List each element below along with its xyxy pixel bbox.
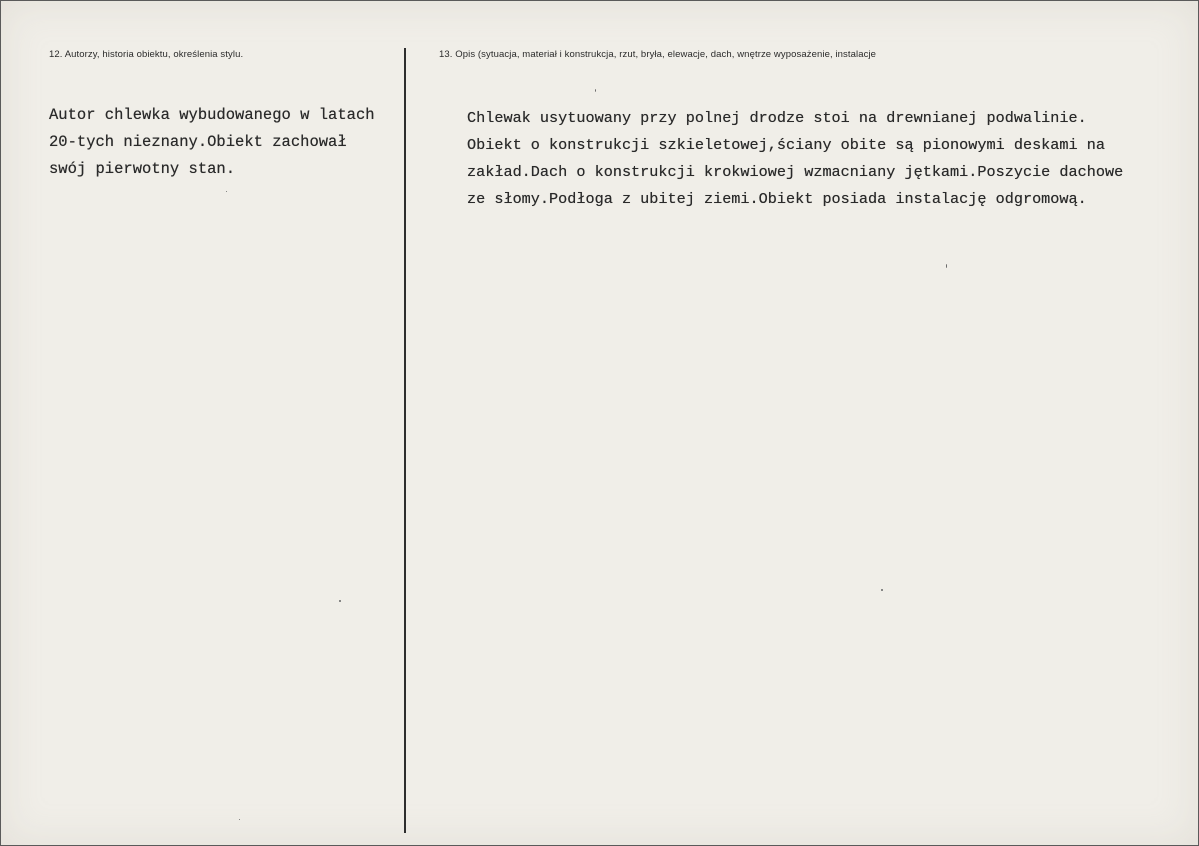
section-12 (1, 1, 405, 845)
text-line: swój pierwotny stan. (49, 160, 236, 178)
section-13-text (467, 105, 1123, 213)
paper-speck (881, 589, 883, 591)
section-13-heading: 13. Opis (sytuacja, materiał i konstrukcja, rzut, bryła, elewacje, dach, wnętrze wyposażenie, instalacje (439, 49, 877, 60)
paper-speck (339, 600, 341, 602)
text-line: Autor chlewka wybudowanego w latach (49, 106, 375, 124)
paper-speck (595, 89, 596, 92)
column-divider (404, 48, 406, 833)
text-line: 20-tych nieznany.Obiekt zachował (49, 133, 347, 151)
section-13 (407, 1, 1197, 845)
paper-speck (226, 191, 227, 192)
paper-speck (239, 819, 240, 820)
text-line: ze słomy.Podłoga z ubitej ziemi.Obiekt posiada instalację odgromową. (467, 190, 1087, 208)
text-line: Obiekt o konstrukcji szkieletowej,ściany obite są pionowymi deskami na (467, 136, 1105, 154)
text-line: Chlewak usytuowany przy polnej drodze stoi na drewnianej podwalinie. (467, 109, 1087, 127)
section-12-text (49, 102, 375, 183)
paper-speck (946, 264, 947, 268)
section-12-heading: 12. Autorzy, historia obiektu, określenia stylu. (49, 49, 244, 60)
text-line: zakład.Dach o konstrukcji krokwiowej wzmacniany jętkami.Poszycie dachowe (467, 163, 1124, 181)
